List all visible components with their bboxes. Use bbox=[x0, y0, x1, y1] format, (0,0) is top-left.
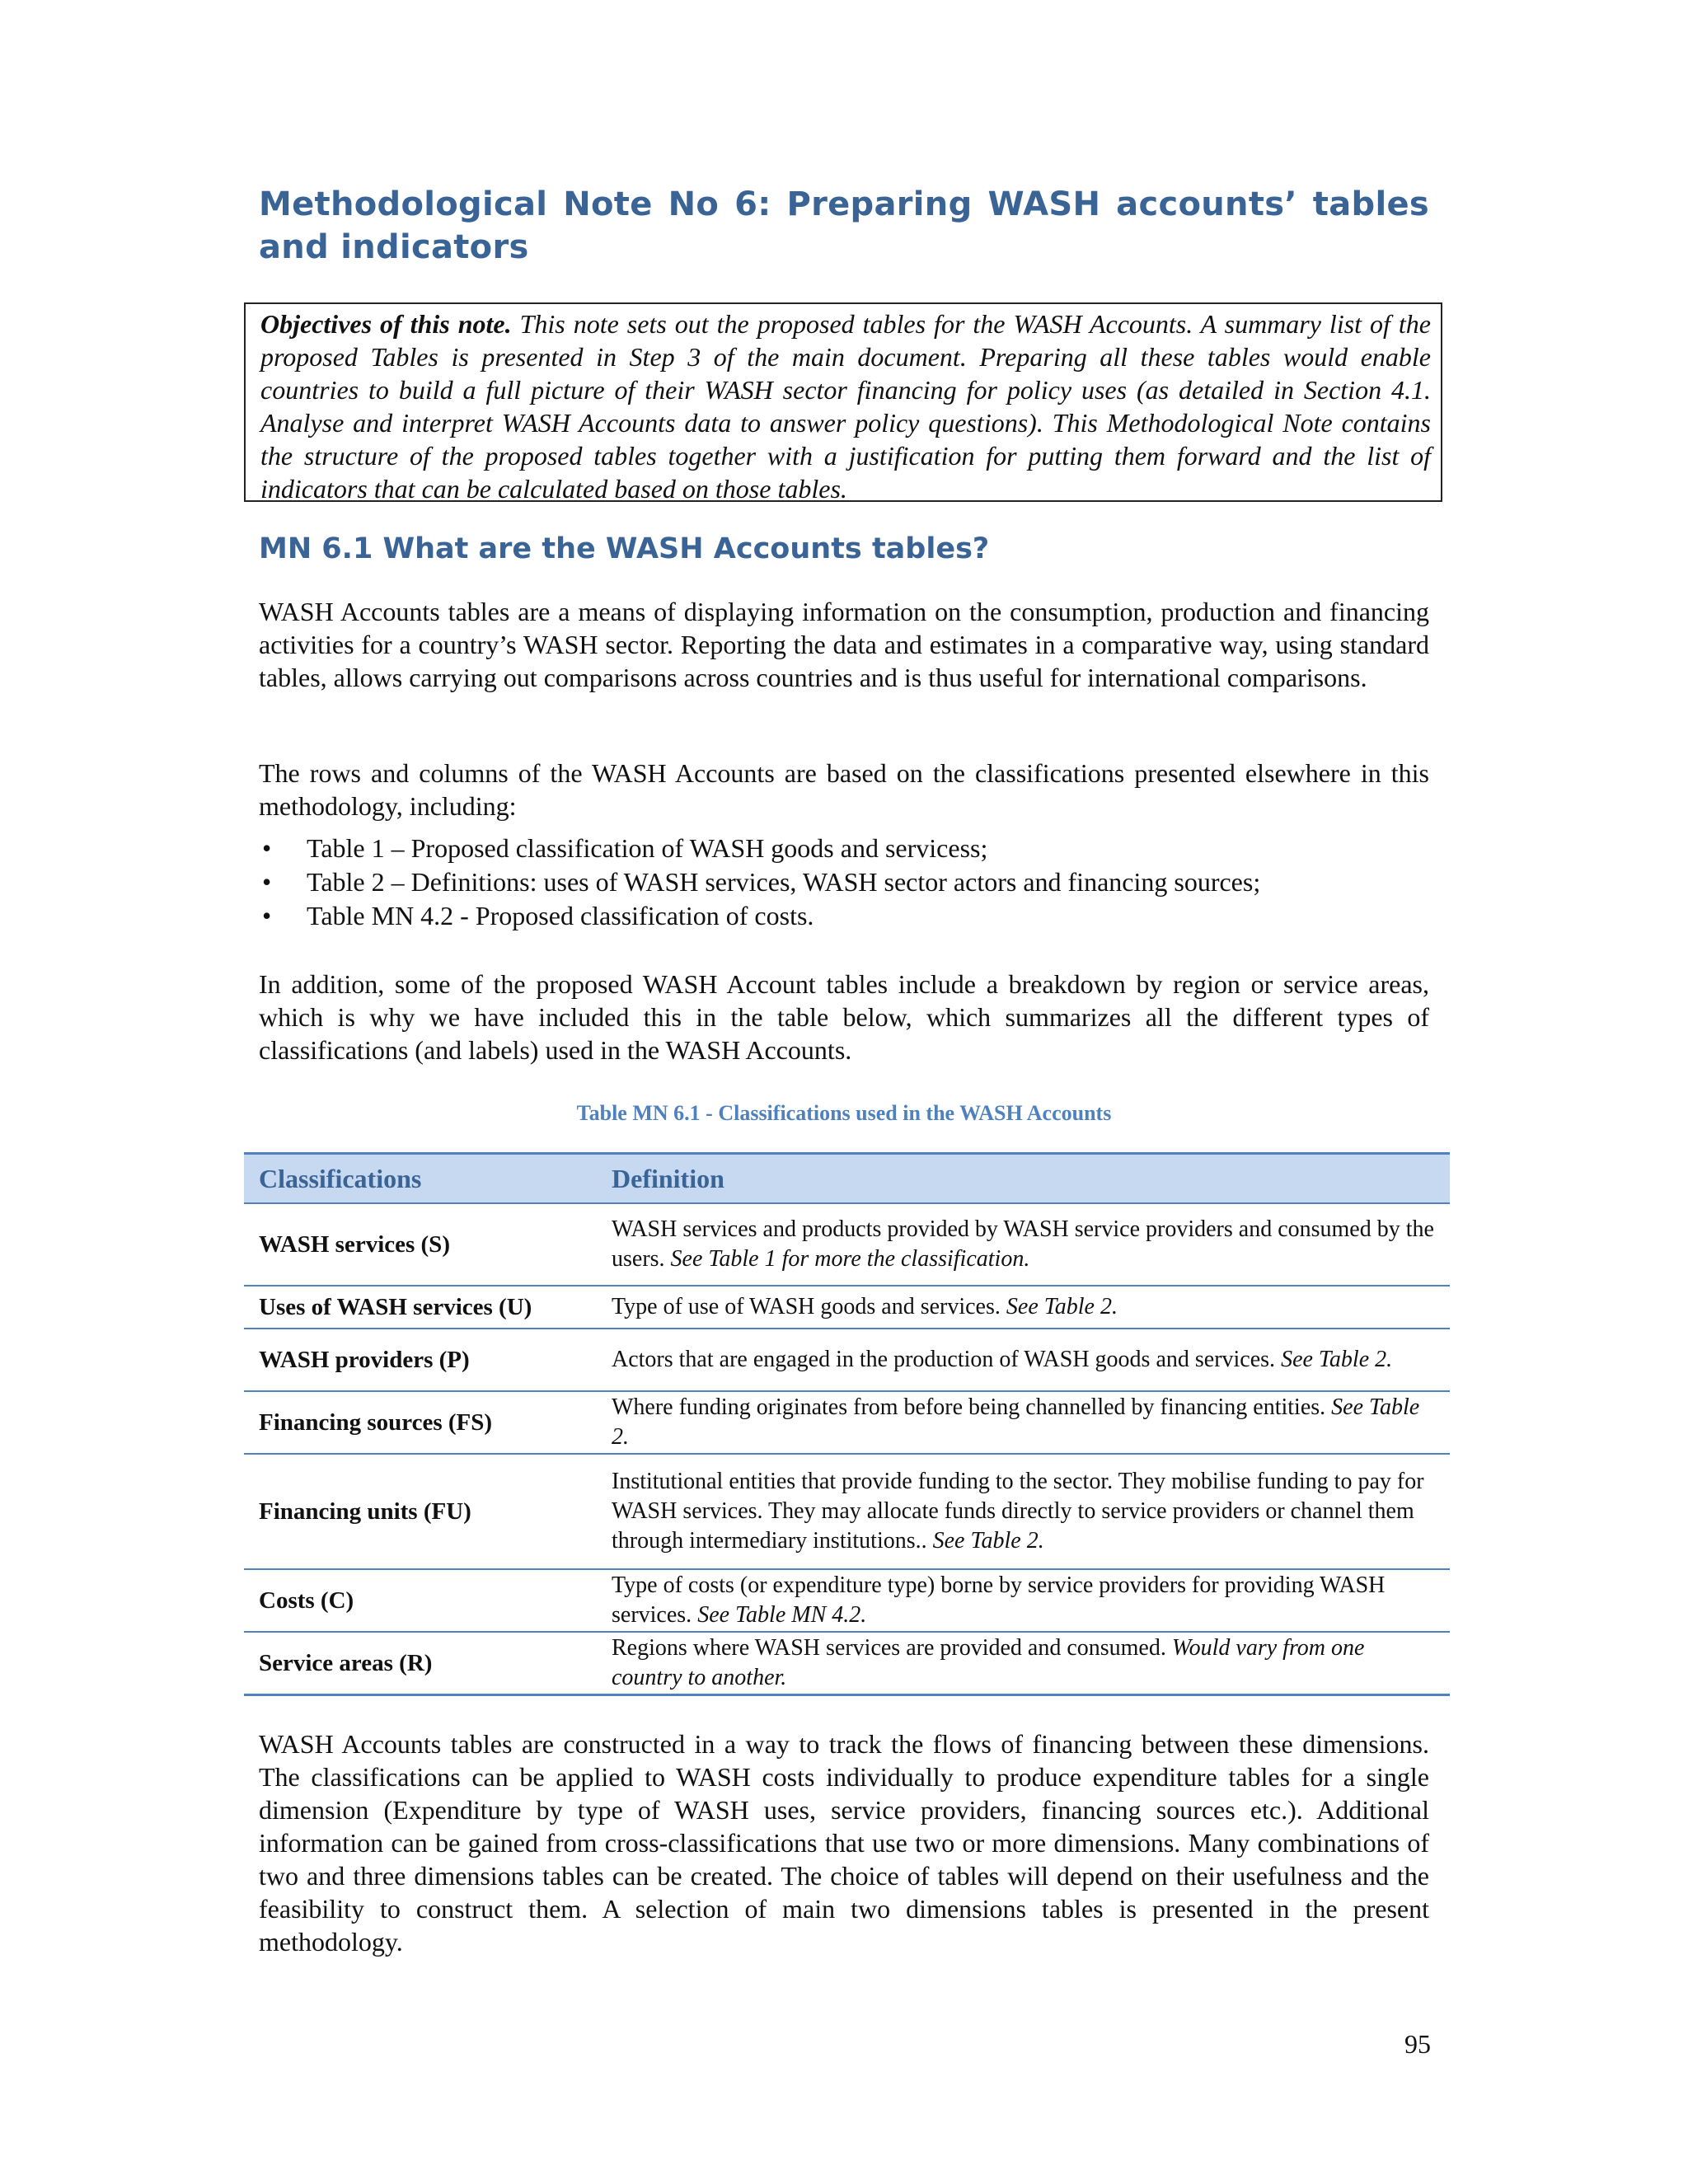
paragraph-breakdown: In addition, some of the proposed WASH Account tables include a breakdown by region or service areas, which is why we have included this in the table below, which summarizes all the different types of classifications (and labels) used in the WASH Accounts. bbox=[259, 969, 1429, 1065]
classification-definition bbox=[603, 1203, 1450, 1286]
objectives-label: Objectives of this note. bbox=[260, 309, 512, 339]
paragraph-intro: WASH Accounts tables are a means of displaying information on the consumption, production and financing activities for a country’s WASH sector. Reporting the data and estimates in a comparative way, using standard tables, allows carrying out comparisons across countries and is thus useful for international comparisons. bbox=[259, 597, 1429, 692]
definition-text: Regions where WASH services are provided and consumed. bbox=[612, 1634, 1172, 1661]
section-heading: MN 6.1 What are the WASH Accounts tables? bbox=[259, 532, 990, 565]
paragraph-rows-columns: The rows and columns of the WASH Accounts are based on the classifications presented elsewhere in this methodology, including: bbox=[259, 758, 1429, 821]
definition-text: Where funding originates from before being channelled by financing entities. bbox=[612, 1394, 1332, 1420]
classification-label: Costs (C) bbox=[244, 1569, 603, 1632]
classification-label: Financing sources (FS) bbox=[244, 1391, 603, 1454]
bullet-icon: • bbox=[262, 833, 272, 863]
classifications-table bbox=[244, 1152, 1450, 1696]
table-row bbox=[244, 1632, 1450, 1694]
list-item bbox=[259, 865, 1429, 899]
table-row bbox=[244, 1454, 1450, 1569]
list-item-text: Table 2 – Definitions: uses of WASH services, WASH sector actors and financing sources; bbox=[307, 867, 1261, 897]
definition-reference: See Table 1 for more the classification. bbox=[670, 1246, 1030, 1272]
classification-definition bbox=[603, 1632, 1450, 1694]
column-header-classifications: Classifications bbox=[244, 1154, 603, 1204]
table-header-row bbox=[244, 1154, 1450, 1204]
list-item-text: Table MN 4.2 - Proposed classification of costs. bbox=[307, 901, 814, 930]
table-row bbox=[244, 1391, 1450, 1454]
classification-definition bbox=[603, 1329, 1450, 1391]
table-caption: Table MN 6.1 - Classifications used in the WASH Accounts bbox=[576, 1101, 1112, 1125]
table-row bbox=[244, 1203, 1450, 1286]
classification-label: Financing units (FU) bbox=[244, 1454, 603, 1569]
classification-definition bbox=[603, 1569, 1450, 1632]
definition-text: Institutional entities that provide funding to the sector. They mobilise funding to pay for WASH services. They may allocate funds directly to service providers or channel them through intermediary institutions.. bbox=[612, 1469, 1424, 1554]
classification-definition bbox=[603, 1391, 1450, 1454]
column-header-definition: Definition bbox=[603, 1154, 1450, 1204]
definition-reference: See Table 2. bbox=[612, 1394, 1420, 1450]
definition-text: WASH services and products provided by WASH service providers and consumed by the users. bbox=[612, 1216, 1434, 1272]
classification-definition bbox=[603, 1286, 1450, 1329]
list-item bbox=[259, 832, 1429, 865]
page-title: Methodological Note No 6: Preparing WASH accounts’ tables and indicators bbox=[259, 185, 1429, 266]
objectives-body: This note sets out the proposed tables for the WASH Accounts. A summary list of the proposed Tables is presented in Step 3 of the main document. Preparing all these tables would enable countries to build a full picture of their WASH sector financing for policy uses (as detailed in Section 4.1. Analyse and interpret WASH Accounts data to answer policy questions). This Methodological Note contains the structure of the proposed tables together with a justification for putting them forward and the list of indicators that can be calculated based on those tables. bbox=[260, 309, 1432, 504]
definition-text: Type of costs (or expenditure type) borne by service providers for providing WASH services. bbox=[612, 1572, 1386, 1628]
classification-label: Service areas (R) bbox=[244, 1632, 603, 1694]
bullet-icon: • bbox=[262, 901, 272, 930]
classification-definition bbox=[603, 1454, 1450, 1569]
list-item-text: Table 1 – Proposed classification of WASH goods and servicess; bbox=[307, 833, 988, 863]
classification-label: WASH services (S) bbox=[244, 1203, 603, 1286]
classification-label: WASH providers (P) bbox=[244, 1329, 603, 1391]
objectives-text bbox=[260, 307, 1431, 505]
definition-reference: See Table MN 4.2. bbox=[697, 1602, 867, 1628]
definition-reference: See Table 2. bbox=[1006, 1294, 1118, 1319]
objectives-box bbox=[244, 302, 1442, 502]
definition-reference: See Table 2. bbox=[932, 1528, 1044, 1554]
definition-reference: See Table 2. bbox=[1281, 1347, 1393, 1372]
classification-label: Uses of WASH services (U) bbox=[244, 1286, 603, 1329]
classification-list bbox=[259, 832, 1429, 933]
page-number: 95 bbox=[1404, 2029, 1431, 2059]
definition-text: Actors that are engaged in the production of WASH goods and services. bbox=[612, 1347, 1282, 1372]
definition-reference: Would vary from one country to another. bbox=[612, 1634, 1365, 1690]
list-item bbox=[259, 899, 1429, 933]
table-row bbox=[244, 1569, 1450, 1632]
bullet-icon: • bbox=[262, 867, 272, 897]
table-row bbox=[244, 1286, 1450, 1329]
definition-text: Type of use of WASH goods and services. bbox=[612, 1294, 1006, 1319]
table-row bbox=[244, 1329, 1450, 1391]
paragraph-flows: WASH Accounts tables are constructed in a way to track the flows of financing between these dimensions. The classifications can be applied to WASH costs individually to produce expenditure tables for a single dimension (Expenditure by type of WASH uses, service providers, financing sources etc.). Additional information can be gained from cross-classifications that use two or more dimensions. Many combinations of two and three dimensions tables can be created. The choice of tables will depend on their usefulness and the feasibility to construct them. A selection of main two dimensions tables is presented in the present methodology. bbox=[259, 1729, 1429, 1957]
